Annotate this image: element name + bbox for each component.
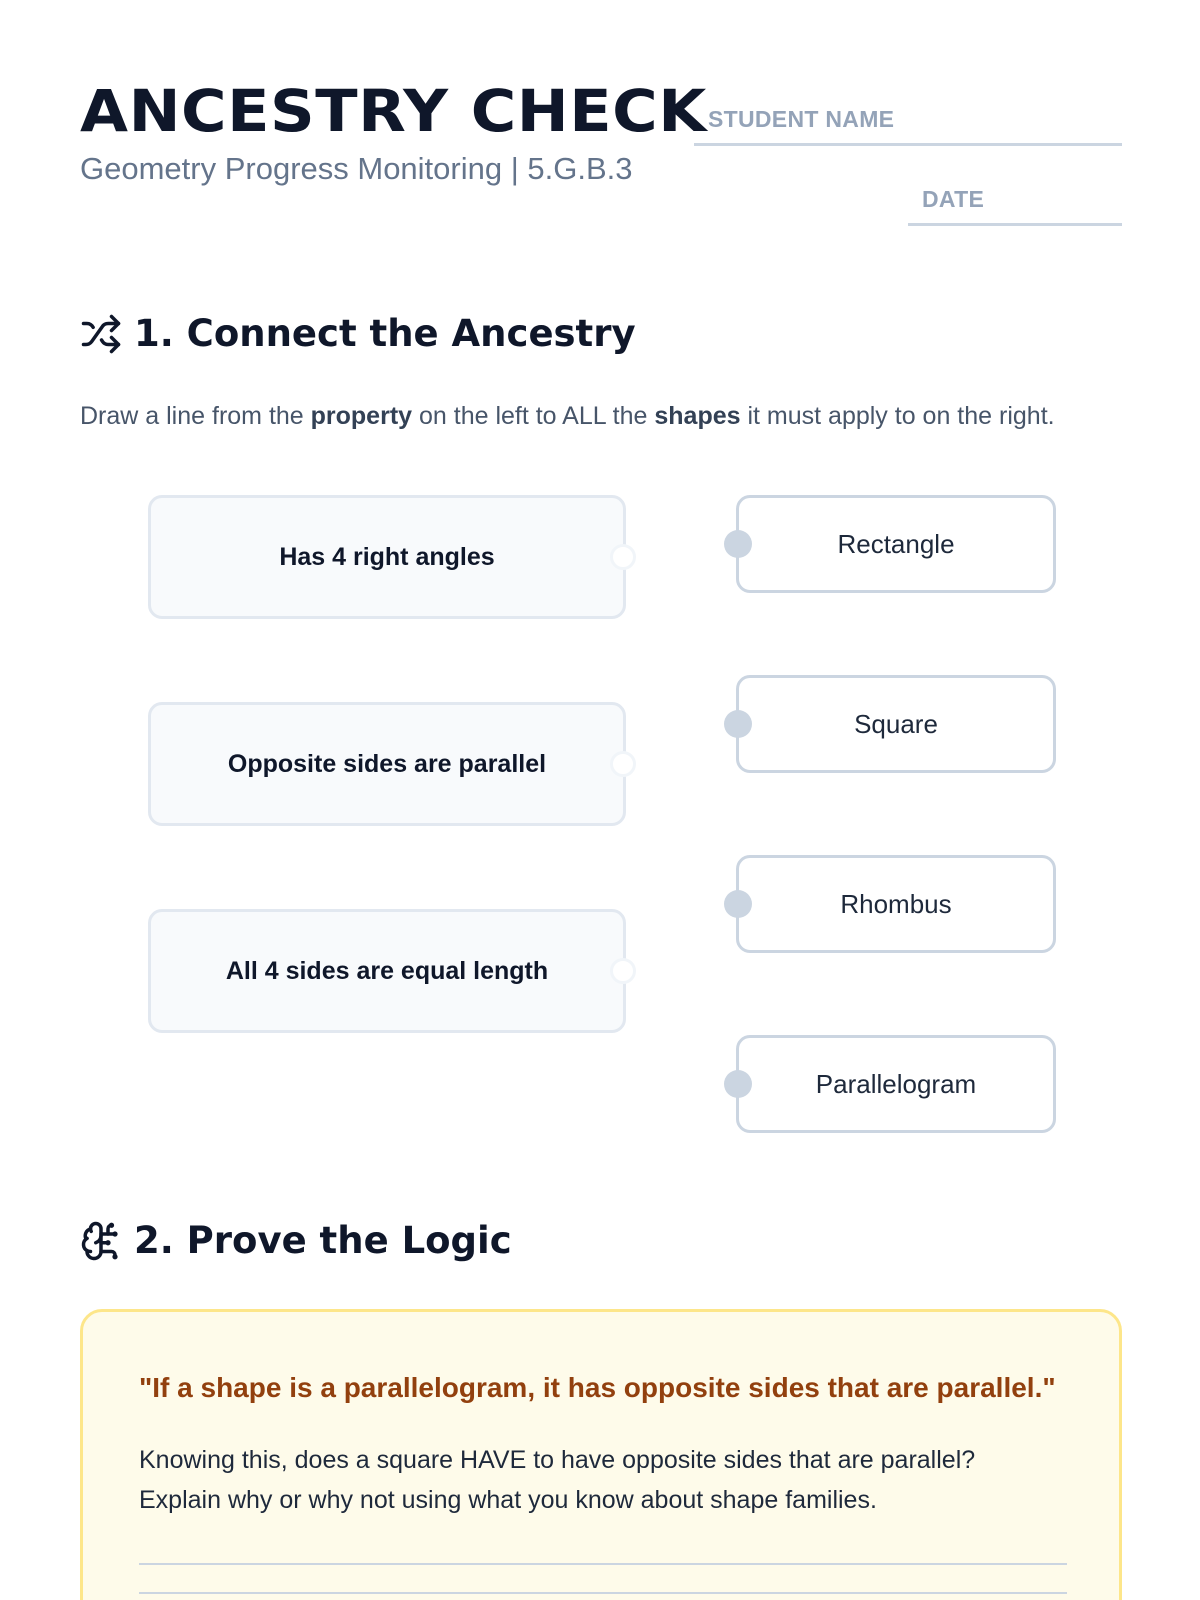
student-name-field[interactable]: [694, 100, 1122, 146]
connector-dot[interactable]: [610, 544, 636, 570]
shape-label: Rhombus: [840, 888, 952, 919]
shape-card[interactable]: [736, 495, 1056, 593]
answer-line[interactable]: [139, 1563, 1067, 1565]
connector-dot[interactable]: [610, 958, 636, 984]
logic-quote: "If a shape is a parallelogram, it has opposite sides that are parallel.": [139, 1372, 1056, 1403]
answer-line[interactable]: [139, 1592, 1067, 1594]
logic-callout: [80, 1309, 1122, 1600]
shape-card[interactable]: [736, 855, 1056, 953]
section2-title: 2. Prove the Logic: [134, 1219, 512, 1262]
connector-dot[interactable]: [610, 751, 636, 777]
shape-card[interactable]: [736, 675, 1056, 773]
section1-header: [80, 312, 636, 355]
connector-dot[interactable]: [724, 710, 752, 738]
section1-title: 1. Connect the Ancestry: [134, 312, 636, 355]
student-name-label: STUDENT NAME: [708, 106, 895, 132]
shuffle-icon: [80, 313, 122, 355]
property-label: Has 4 right angles: [279, 542, 495, 571]
shape-label: Square: [854, 708, 938, 739]
date-field[interactable]: [908, 180, 1122, 226]
property-label: All 4 sides are equal length: [225, 956, 549, 985]
brain-icon: [80, 1220, 122, 1262]
shape-label: Rectangle: [837, 528, 955, 559]
property-card[interactable]: [148, 495, 626, 619]
section2-header: [80, 1219, 512, 1262]
worksheet-subtitle: Geometry Progress Monitoring | 5.G.B.3: [80, 151, 633, 186]
property-label: Opposite sides are parallel: [227, 749, 547, 778]
property-card[interactable]: [148, 909, 626, 1033]
shape-card[interactable]: [736, 1035, 1056, 1133]
worksheet-title: ANCESTRY CHECK: [80, 77, 707, 145]
connector-dot[interactable]: [724, 890, 752, 918]
logic-question: Knowing this, does a square HAVE to have opposite sides that are parallel? Explain why or why not using what you know about shape families.: [139, 1446, 976, 1514]
connector-dot[interactable]: [724, 530, 752, 558]
connector-dot[interactable]: [724, 1070, 752, 1098]
property-card[interactable]: [148, 702, 626, 826]
shape-label: Parallelogram: [815, 1068, 977, 1099]
date-label: DATE: [922, 186, 985, 212]
section1-instructions: Draw a line from the property on the left to ALL the shapes it must apply to on the right.: [80, 402, 1055, 430]
